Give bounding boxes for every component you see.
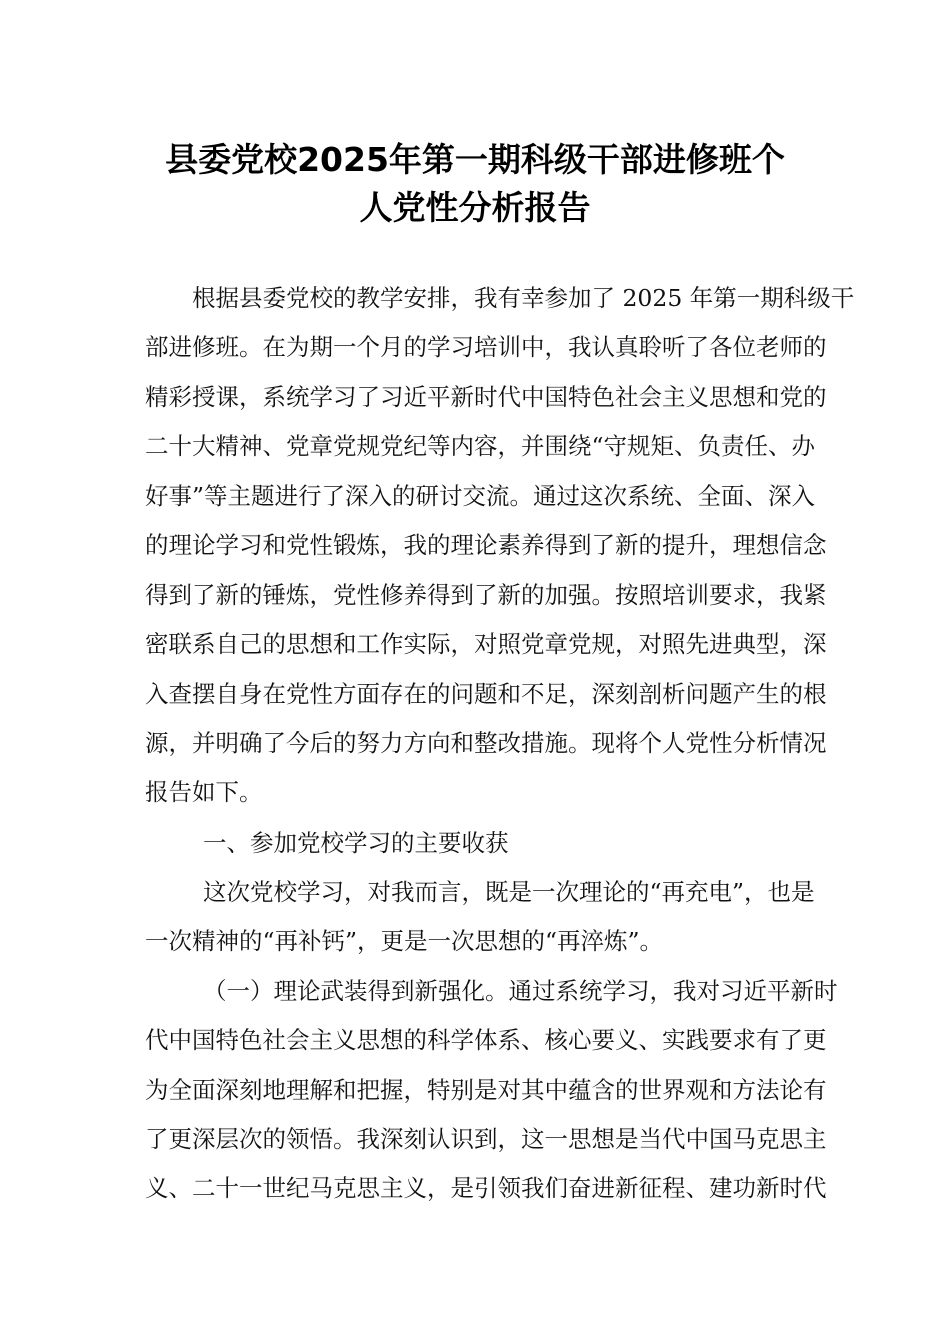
paragraph-intro <box>145 274 855 818</box>
paragraph-theory <box>145 967 838 1214</box>
text-line: 源，并明确了今后的努力方向和整改措施。现将个人党性分析情况 <box>145 728 827 757</box>
text-line: 根据县委党校的教学安排，我有幸参加了 2025 年第一期科级干 <box>192 284 855 312</box>
text-line: 好事”等主题进行了深入的研讨交流。通过这次系统、全面、深入 <box>145 481 816 510</box>
section-heading: 一、参加党校学习的主要收获 <box>203 828 509 857</box>
text-line: （一）理论武装得到新强化。通过系统学习，我对习近平新时 <box>203 976 838 1005</box>
document-body <box>145 274 855 1214</box>
text-line: 代中国特色社会主义思想的科学体系、核心要义、实践要求有了更 <box>145 1026 827 1055</box>
text-line: 这次党校学习，对我而言，既是一次理论的“再充电”，也是 <box>203 877 815 906</box>
text-line: 密联系自己的思想和工作实际，对照党章党规，对照先进典型，深 <box>145 630 827 659</box>
document-title-line-2: 人党性分析报告 <box>359 188 591 227</box>
paragraph-summary <box>145 868 815 967</box>
text-line: 精彩授课，系统学习了习近平新时代中国特色社会主义思想和党的 <box>145 382 827 411</box>
text-line: 二十大精神、党章党规党纪等内容，并围绕“守规矩、负责任、办 <box>145 432 816 461</box>
text-line: 得到了新的锤炼，党性修养得到了新的加强。按照培训要求，我紧 <box>145 580 827 609</box>
text-line: 义、二十一世纪马克思主义，是引领我们奋进新征程、建功新时代 <box>145 1174 827 1203</box>
text-line: 报告如下。 <box>145 778 263 807</box>
text-line: 的理论学习和党性锻炼，我的理论素养得到了新的提升，理想信念 <box>145 531 827 560</box>
document-title-line-1: 县委党校2025年第一期科级干部进修班个 <box>165 140 785 179</box>
text-line: 为全面深刻地理解和把握，特别是对其中蕴含的世界观和方法论有 <box>145 1075 827 1104</box>
text-line: 入查摆自身在党性方面存在的问题和不足，深刻剖析问题产生的根 <box>145 679 827 708</box>
text-line: 部进修班。在为期一个月的学习培训中，我认真聆听了各位老师的 <box>145 333 827 362</box>
text-line: 一次精神的“再补钙”，更是一次思想的“再淬炼”。 <box>145 927 664 956</box>
text-line: 了更深层次的领悟。我深刻认识到，这一思想是当代中国马克思主 <box>145 1125 827 1153</box>
